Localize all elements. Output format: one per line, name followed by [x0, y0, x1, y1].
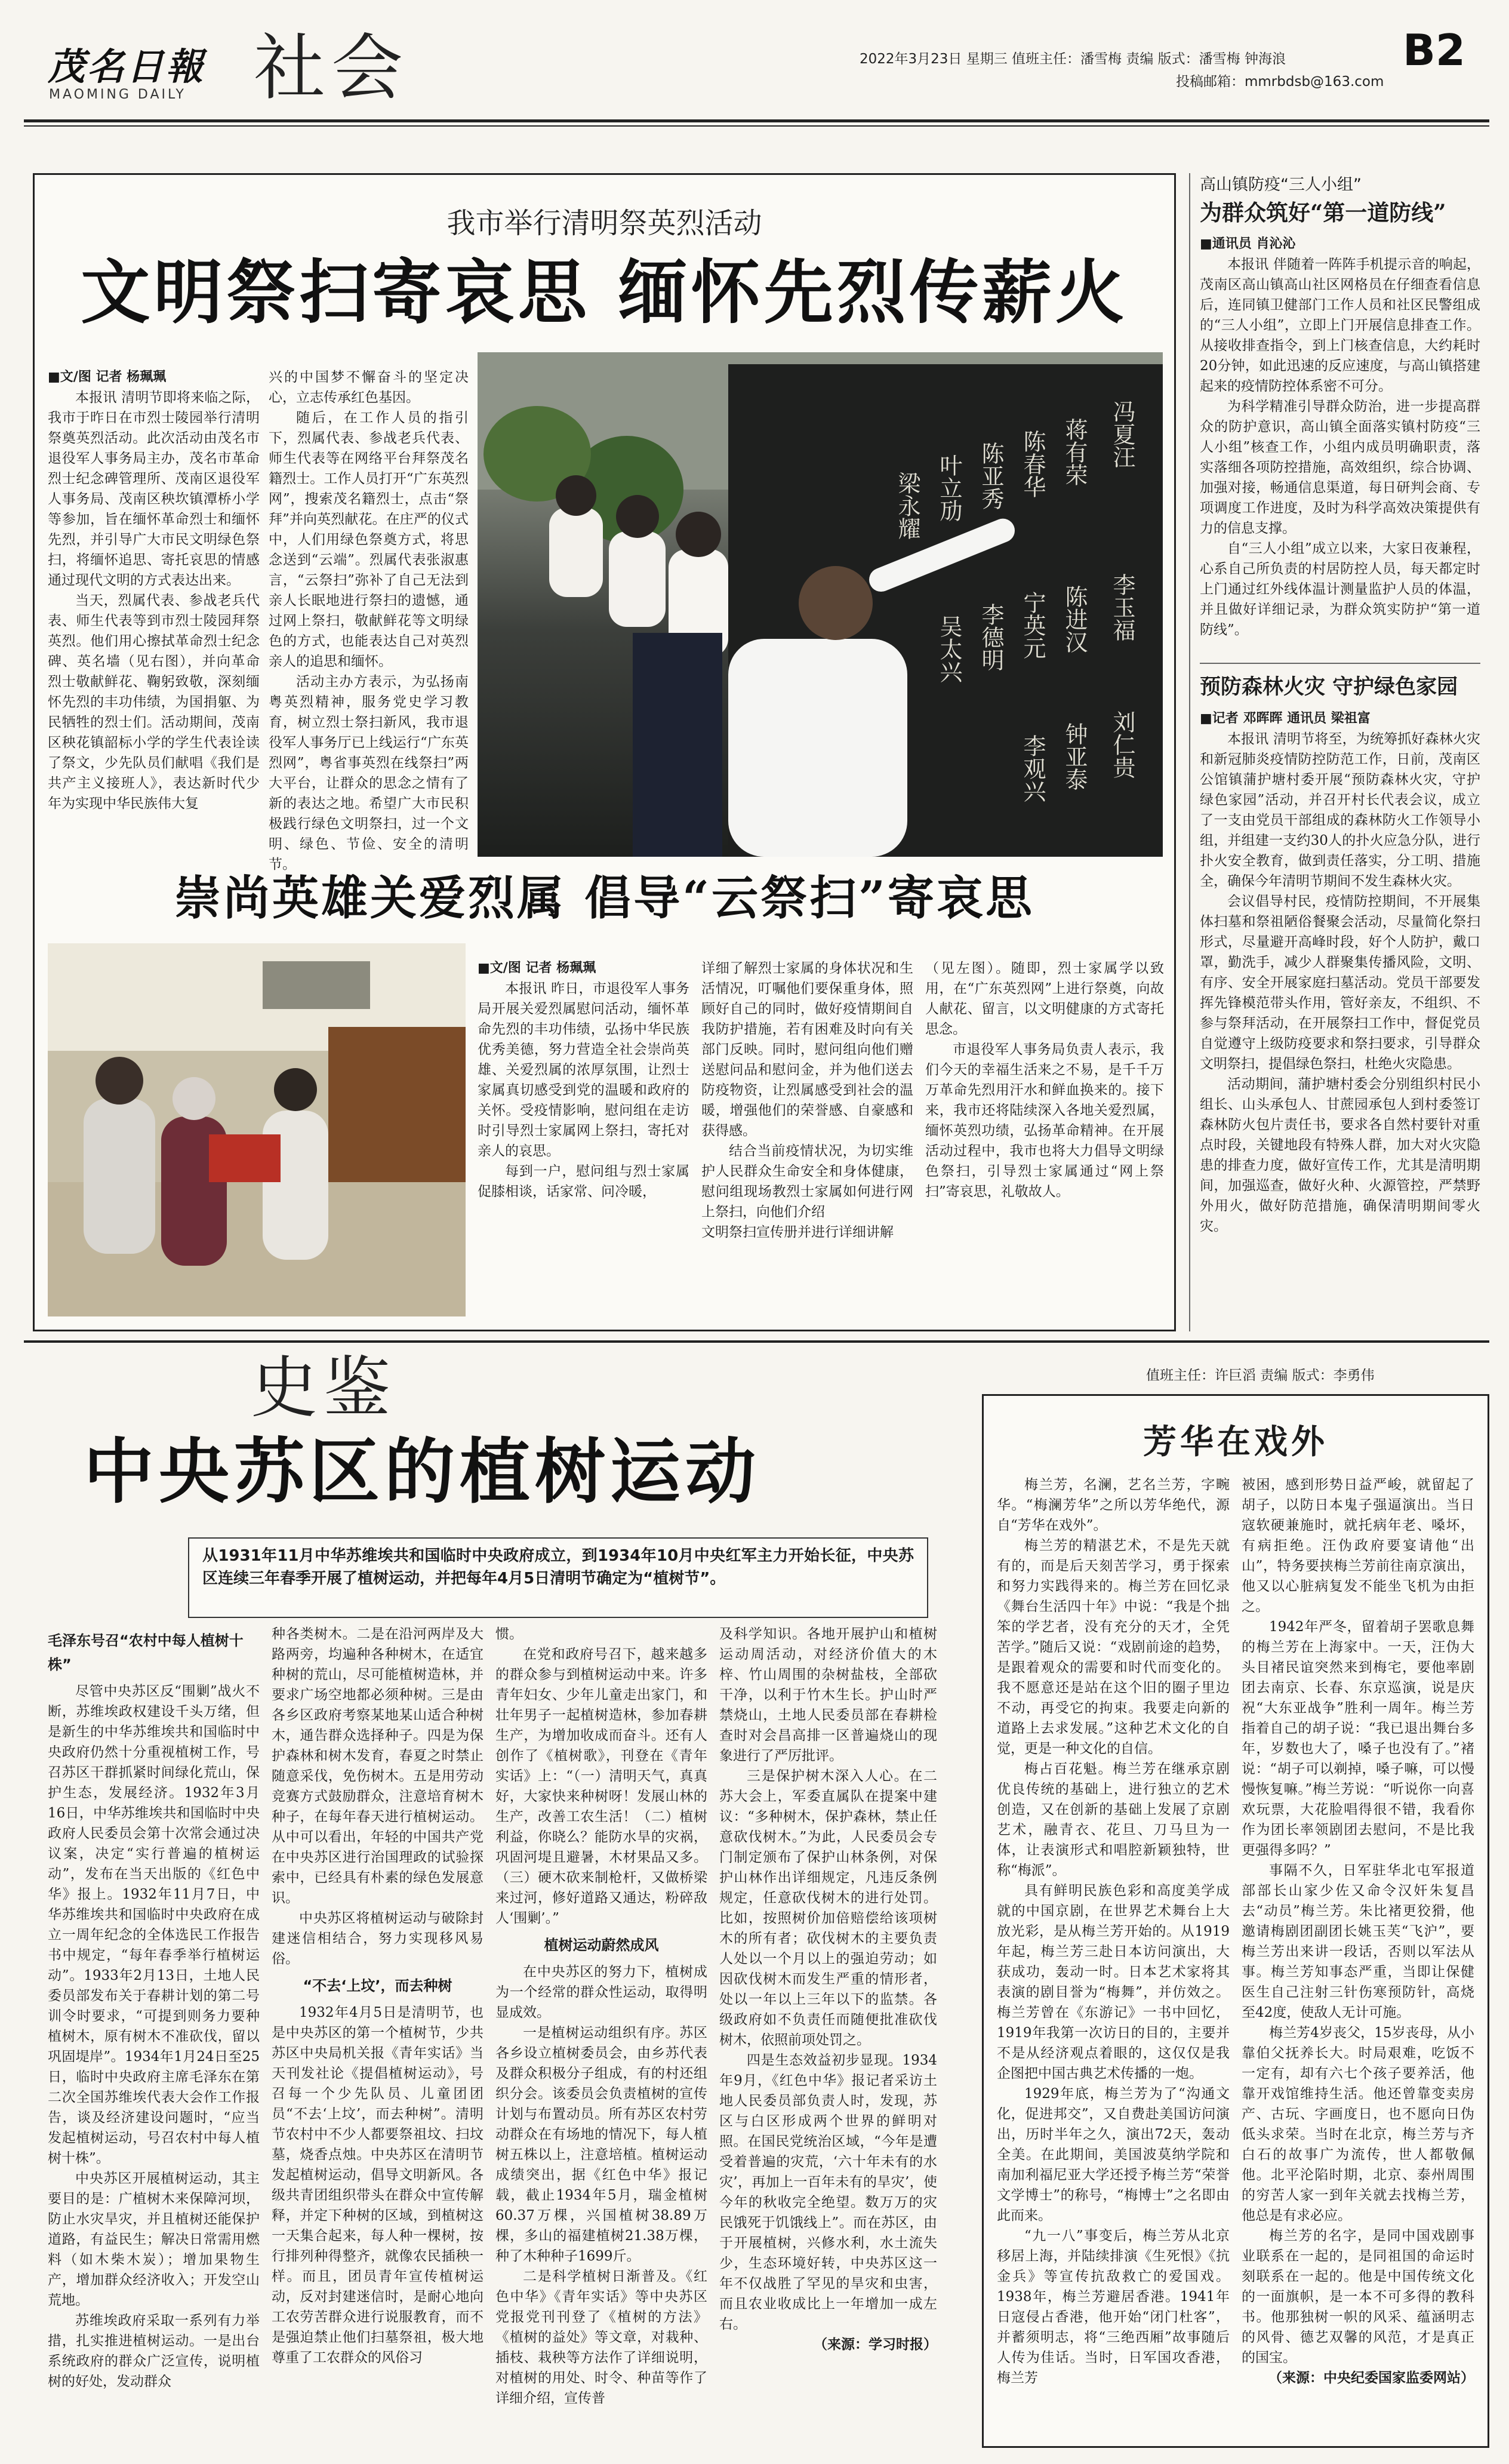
right1-paragraph: 为科学精准引导群众防治，进一步提高群众的防护意识，高山镇全面落实镇村防疫“三人小组”核查工作，小组内成员明确职责，落实落细各项防控措施，高效组织，综合协调、加强对接，畅通信息渠道，每日研判会商、专项调度工作进度，及时为科学高效决策提供有力的信息支撑。	[1200, 399, 1480, 536]
opera-paragraph: 事隔不久，日军驻华北屯军报道部部长山家少佐又命令汉奸朱复昌去“动员”梅兰芳。朱比褚更狡猾，他邀请梅剧团副团长姚玉芙“飞沪”，要梅兰芳出来讲一段话，否则以军法从事。梅兰芳知事态严重，当即让保健医生自己注射三针伤寒预防针，高烧至42度，使敌人无计可施。	[1242, 1863, 1474, 2020]
history-paragraph: 一是植树运动组织有序。苏区各乡设立植树委员会，由乡苏代表及群众积极分子组成，有的村还组织分会。该委员会负责植树的宣传计划与布置动员。所有苏区农村劳动群众在有场地的情况下，每人植树五株以上，注意培植。植树运动成绩突出，据《红色中华》报记载，截止1934年5月，瑞金植树60.37万棵，兴国植树38.89万棵，多山的福建植树21.38万棵，种了木种种子1699斤。	[495, 2025, 707, 2264]
lead-paragraph: 随后，在工作人员的指引下，烈属代表、参战老兵代表、师生代表等在网络平台拜祭茂名籍烈士。工作人员打开“广东英烈网”，搜索茂名籍烈士，点击“祭拜”并向英烈献花。在庄严的仪式中，人们用绿色祭奠方式，将思念送到“云端”。烈属代表张淑惠言，“云祭扫”弥补了自己无法到亲人长眠地进行祭扫的遗憾，通过网上祭扫，敬献鲜花等文明绿色的方式，也能表达自己对英烈亲人的追思和缅怀。	[269, 410, 469, 669]
second-byline: ■文/图 记者 杨珮珮	[478, 961, 596, 976]
newspaper-logo-en: MAOMING DAILY	[49, 87, 186, 102]
section-title: 社会	[254, 27, 409, 110]
opera-paragraph: 梅兰芳4岁丧父，15岁丧母，从小靠伯父抚养长大。时局艰难，吃饭不一定有，却有六七个孩子要养活，他靠开戏馆维持生活。他还曾靠变卖房产、古玩、字画度日，也不愿向日伪低头求荣。当时在北京，梅兰芳与齐白石的故事广为流传，世人都敬佩他。北平沦陷时期，北京、泰州周围的穷苦人家一到年关就去找梅兰芳，他总是有求必应。	[1242, 2025, 1474, 2223]
opera-paragraph: “九一八”事变后，梅兰芳从北京移居上海，并陆续排演《生死恨》《抗金兵》等宣传抗敌救亡的爱国戏。1938年，梅兰芳避居香港。1941年日寇侵占香港，他开始“闭门杜客”，并蓄须明志，将“三绝西厢”故事随后人传为佳话。当时，日军国攻香港，梅兰芳	[997, 2228, 1230, 2386]
history-deck: 从1931年11月中华苏维埃共和国临时中央政府成立，到1934年10月中央红军主力开始长征，中央苏区连续三年春季开展了植树运动，并把每年4月5日清明节确定为“植树节”。	[202, 1547, 914, 1588]
opera-paragraph: 梅占百花魁。梅兰芳在继承京剧优良传统的基础上，进行独立的艺术创造，又在创新的基础上发展了京剧艺术，融青衣、花旦、刀马旦为一体，让表演形式和唱腔新颖独特，世称“梅派”。	[997, 1761, 1230, 1878]
submission-email: 投稿邮箱：mmrbdsb@163.com	[1176, 74, 1384, 90]
right1-headline: 为群众筑好“第一道防线”	[1200, 199, 1446, 226]
history-column-1	[48, 1624, 260, 2442]
lead-column-2	[269, 367, 469, 872]
svg-text:陈进汉: 陈进汉	[1061, 585, 1088, 653]
lead-paragraph: 本报讯 清明节即将来临之际，我市于昨日在市烈士陵园举行清明祭奠英烈活动。此次活动由茂名市退役军人事务局主办，茂名市革命烈士纪念碑管理所、茂南区退役军人事务局、茂南区秧坎镇潭桥小学等参加，旨在缅怀革命烈士和缅怀先烈，并引导广大市民文明绿色祭扫，将缅怀追思、寄托哀思的情感通过现代文明的方式表达出来。	[48, 390, 260, 588]
history-paragraph: 惯。	[495, 1626, 523, 1642]
lead-paragraph: 当天，烈属代表、参战老兵代表、师生代表等到市烈士陵园拜祭英烈。他们用心擦拭革命烈士纪念碑、英名墙（见右图），并向革命烈士敬献鲜花、鞠躬致敬，深刻缅怀先烈的丰功伟绩，为国捐躯、为民牺牲的烈士们。活动期间，茂南区秧花镇韶标小学的学生代表诠读了祭文，少先队员们献唱《我们是共产主义接班人》，表达新时代少年为实现中华民族伟大复	[48, 593, 260, 811]
visit-scene	[48, 943, 466, 1316]
history-paragraph: 苏维埃政府采取一系列有力举措，扎实推进植树运动。一是出台系统政府的群众广泛宣传，说明植树的好处，发动群众	[48, 2313, 260, 2389]
svg-text:蒋有荣: 蒋有荣	[1061, 418, 1088, 486]
second-paragraph: 结合当前疫情状况，为切实维护人民群众生命安全和身体健康，慰问组现场教烈士家属如何进行网上祭扫，向他们介绍	[701, 1143, 913, 1220]
right2-paragraph: 本报讯 清明节将至，为统筹抓好森林火灾和新冠肺炎疫情防控防范工作，日前，茂南区公馆镇蒲护塘村委开展“预防森林火灾，守护绿色家园”活动，并召开村长代表会议，成立了一支由党员干部组成的森林防火工作领导小组，并组建一支约30人的扑火应急分队，进行扑火安全教育，做到责任落实，分工明、措施全，确保今年清明节期间不发生森林火灾。	[1200, 731, 1480, 889]
svg-text:李观兴: 李观兴	[1020, 734, 1046, 802]
second-headline: 崇尚英雄关爱烈属 倡导“云祭扫”寄哀思	[174, 871, 1034, 925]
opera-paragraph: 梅兰芳，名澜，艺名兰芳，字畹华。“梅澜芳华”之所以芳华绝代，源自“芳华在戏外”。	[997, 1477, 1230, 1533]
right-story-2	[1200, 672, 1480, 1328]
date-line: 2022年3月23日 星期三 值班主任：潘雪梅 责编 版式：潘雪梅 钟海浪	[860, 51, 1286, 67]
svg-text:吴太兴: 吴太兴	[936, 615, 962, 683]
history-section-title: 史鉴	[251, 1349, 396, 1427]
lead-paragraph: 兴的中国梦不懈奋斗的坚定决心，立志传承红色基因。	[269, 370, 469, 405]
history-paragraph: 在党和政府号召下，越来越多的群众参与到植树运动中来。许多青年妇女、少年儿童走出家门，和壮年男子一起植树造林，参加春耕生产，为增加收成而奋斗。还有人创作了《植树歌》，刊登在《青年实话》上：“（一）清明天气，真真好，大家快来种树呀！发展山林的生产，改善工农生活！（二）植树利益，你晓么？能防水旱的灾祸，巩固河堤且避暑，木材果品又多。（三）硬木砍来制枪杆，又做桥梁来过河，修好道路又通达，粉碎敌人‘围剿’。”	[495, 1647, 707, 1926]
history-paragraph: 种各类树木。二是在沿河两岸及大路两旁，均遍种各种树木，在适宜种树的荒山，尽可能植树造林，并要求广场空地都必须种树。三是由各乡区政府考察某地某山适合种树木，通告群众选择种子。四是为保护森林和树木发育，春夏之时禁止随意采伐，免伤树木。五是用劳动竞赛方式鼓励群众，注意培育树木种子，在每年春天进行植树运动。从中可以看出，年轻的中国共产党在中央苏区进行治国理政的试验探索中，已经具有朴素的绿色发展意识。	[272, 1626, 484, 1906]
newspaper-logo: 茂名日報	[48, 45, 206, 88]
opera-source: （来源：中央纪委国家监委网站）	[1268, 2370, 1474, 2386]
second-paragraph: 详细了解烈士家属的身体状况和生活情况，叮嘱他们要保重身体，照顾好自己的同时，做好疫情期间自我防护措施，若有困难及时向有关部门反映。同时，慰问组向他们赠送慰问品和慰问金，并为他们送去防疫物资，让烈属感受到社会的温暖，增强他们的荣誉感、自豪感和获得感。	[701, 961, 913, 1139]
opera-paragraph: 1929年底，梅兰芳为了“沟通文化，促进邦交”，又自费赴美国访问演出，历时半年之久，演出72天，轰动全美。在此期间，美国波莫纳学院和南加利福尼亚大学还授予梅兰芳“荣誉文学博士”的称号，“梅博士”之名即由此而来。	[997, 2086, 1230, 2223]
history-paragraph: 在中央苏区的努力下，植树成为一个经常的群众性运动，取得明显成效。	[495, 1964, 707, 2020]
right-column-divider	[1189, 173, 1190, 1331]
right1-body	[1200, 234, 1480, 652]
opera-paragraph: 被困，感到形势日益严峻，就留起了胡子，以防日本鬼子强逼演出。当日寇软硬兼施时，就托病年老、嗓坏，有病拒绝。汪伪政府要宴请他“出山”，特务要挟梅兰芳前往南京演出，他又以心脏病复发不能坐飞机为由拒之。	[1242, 1477, 1474, 1614]
lead-headline: 文明祭扫寄哀思 缅怀先烈传薪火	[81, 252, 1128, 333]
right2-byline: ■记者 邓晖晖 通讯员 梁祖富	[1200, 711, 1371, 726]
history-subhead-3: 植树运动蔚然成风	[544, 1937, 659, 1954]
masthead-rule	[24, 119, 1489, 122]
lead-column-1	[48, 367, 260, 857]
history-paragraph: 四是生态效益初步显现。1934年9月，《红色中华》报记者采访土地人民委员部负责人时，发现，苏区与白区形成两个世界的鲜明对照。在国民党统治区域，“今年是遭受着普遍的灾荒，‘六十年未有的水灾’，再加上一百年未有的旱灾’，使今年的秋收完全绝望。数万万的灾民饿死于饥饿线上”。而在苏区，由于开展植树，兴修水利，水土流失少，生态环境好转，中央苏区这一年不仅战胜了罕见的旱灾和虫害，而且农业收成比上一年增加一成左右。	[719, 2053, 937, 2332]
history-paragraph: 1932年4月5日是清明节，也是中央苏区的第一个植树节，少共苏区中央局机关报《青年实话》当天刊发社论《提倡植树运动》，号召每一个少先队员、儿童团团员“不去‘上坟’，而去种树”。清明节农村中不少人都要祭祖坟、扫坟墓，烧香点烛。中央苏区在清明节发起植树运动，倡导文明新风。各级共青团组织带头在群众中宣传解释，并定下种树的区域，到植树这一天集合起来，每人种一棵树，按行排列种得整齐，就像农民插秧一样。而且，团员青年宣传植树运动，反对封建迷信时，是耐心地向工农劳苦群众进行说服教育，而不是强迫禁止他们扫墓祭祖，极大地尊重了工农群众的风俗习	[272, 2005, 484, 2365]
masthead	[24, 24, 1492, 113]
history-column-4	[719, 1624, 937, 2442]
svg-text:李玉福: 李玉福	[1109, 573, 1135, 641]
svg-text:陈春华: 陈春华	[1020, 430, 1046, 498]
history-deck-box	[188, 1537, 928, 1618]
masthead-rule-thin	[24, 125, 1489, 127]
memorial-wall-scene	[478, 352, 1163, 857]
second-paragraph: 本报讯 昨日，市退役军人事务局开展关爱烈属慰问活动，缅怀革命先烈的丰功伟绩，弘扬中华民族优秀美德，努力营造全社会崇尚英雄、关爱烈属的浓厚氛围，让烈士家属真切感受到党的温暖和政府的关怀。受疫情影响，慰问组在走访时引导烈士家属网上祭扫，寄托对亲人的哀思。	[478, 981, 689, 1159]
opera-column-1	[997, 1475, 1230, 2436]
opera-paragraph: 1942年严冬，留着胡子罢歌息舞的梅兰芳在上海家中。一天，汪伪大头目褚民谊突然来到梅宅，要他率剧团去南京、长春、东京巡演，说是庆祝“大东亚战争”胜利一周年。梅兰芳指着自己的胡子说：“我已退出舞台多年，岁数也大了，嗓子也没有了。”褚说：“胡子可以剃掉，嗓子嘛，可以慢慢恢复嘛。”梅兰芳说：“听说你一向喜欢玩票，大花脸唱得很不错，我看你作为团长率领剧团去慰问，不是比我更强得多吗？”	[1242, 1619, 1474, 1858]
history-editor-line: 值班主任：许巨滔 责编 版式：李勇伟	[1146, 1368, 1375, 1383]
svg-text:梁永耀: 梁永耀	[894, 472, 920, 540]
history-column-3	[495, 1624, 707, 2442]
history-paragraph: 中央苏区开展植树运动，其主要目的是：广植树木来保障河坝，防止水灾旱灾，并且植树还能保护道路，有益民生；解决日常需用燃料（如木柴木炭）；增加果物生产，增加群众经济收入；开发空山荒地。	[48, 2171, 260, 2308]
second-column-3	[925, 958, 1164, 1316]
lead-paragraph: 活动主办方表示，为弘扬南粤英烈精神，服务党史学习教育，树立烈士祭扫新风，我市退役军人事务厅已上线运行“广东英烈网”，粤省事英烈在线祭扫”两大平台，让群众的思念之情有了新的表达之地。希望广大市民积极践行绿色文明祭扫，过一个文明、绿色、节俭、安全的清明节。	[269, 674, 469, 872]
lead-byline: ■文/图 记者 杨珮珮	[48, 370, 167, 384]
opera-paragraph: 具有鲜明民族色彩和高度美学成就的中国京剧，在世界艺术舞台上大放光彩，是从梅兰芳开始的。从1919年起，梅兰芳三赴日本访问演出，大获成功，轰动一时。日本艺术家将其表演的剧目誉为“梅舞”，并仿效之。梅兰芳曾在《东游记》一书中回忆，1919年我第一次访日的目的，主要并不是从经济观点着眼的，这仅仅是我企图把中国古典艺术传播的一炮。	[997, 1883, 1230, 2081]
opera-paragraph: 梅兰芳的精湛艺术，不是先天就有的，而是后天刻苦学习，勇于探索和努力实践得来的。梅兰芳在回忆录《舞台生活四十年》中说：“我是个拙笨的学艺者，没有充分的天才，全凭苦学。”随后又说：“戏剧前途的趋势，是跟着观众的需要和时代而变化的。我不愿意还是站在这个旧的圈子里边不动，再受它的拘束。我要走向新的道路上去求发展。”这种艺术文化的自觉，更是一种文化的自信。	[997, 1538, 1230, 1757]
memorial-wall-photo	[478, 352, 1163, 857]
svg-text:李德明: 李德明	[978, 603, 1004, 671]
lead-kicker: 我市举行清明祭英烈活动	[446, 207, 762, 240]
svg-text:钟亚泰: 钟亚泰	[1061, 722, 1088, 790]
right1-paragraph: 自“三人小组”成立以来，大家日夜兼程，心系自己所负责的村居防控人员，每天都定时上门通过红外线体温计测量监护人员的体温，并且做好详细记录，为群众筑实防护“第一道防线”。	[1200, 541, 1480, 638]
opera-paragraph: 梅兰芳的名字，是同中国戏剧事业联系在一起的，是同祖国的命运时刻联系在一起的。他是中国传统文化的一面旗帜，是一本不可多得的教科书。他那独树一帜的风采、蕴涵明志的风骨、德艺双馨的风范，才是真正的国宝。	[1242, 2228, 1474, 2365]
second-paragraph: （见左图）。随即，烈士家属学以致用，在“广东英烈网”上进行祭奠，向故人献花、留言，以文明健康的方式寄托思念。	[925, 961, 1164, 1037]
history-paragraph: 三是保护树木深入人心。在二苏大会上，军委直属队在提案中建议：“多种树木，保护森林，禁止任意砍伐树木。”为此，人民委员会专门制定颁布了保护山林条例，对保护山林作出详细规定，凡违反条例规定，任意砍伐树木的进行处罚。比如，按照树价加倍赔偿给该项树木的所有者；砍伐树木的主要负责人处以一个月以上的强迫劳动；如因砍伐树木而发生严重的情形者，处以一年以上三年以下的监禁。各级政府如不负责任而随便批准砍伐树木，依照前项处罚之。	[719, 1768, 937, 2048]
history-paragraph: 二是科学植树日渐普及。《红色中华》《青年实话》等中央苏区党报党刊刊登了《植树的方法》《植树的益处》等文章，对栽种、插枝、栽秧等方法作了详细说明，对植树的用处、时令、种苗等作了详细介绍，宣传普	[495, 2269, 707, 2406]
second-paragraph: 每到一户，慰问组与烈士家属促膝相谈，话家常、问冷暖，	[478, 1164, 689, 1199]
history-subhead-2: “不去‘上坟’，而去种树	[303, 1977, 452, 1994]
right-story-1	[1200, 173, 1480, 663]
right2-paragraph: 活动期间，蒲护塘村委会分别组织村民小组长、山头承包人、甘蔗园承包人到村委签订森林防火包片责任书，要求各自然村要针对重点时段，关键地段有特殊人群，加大对火灾隐患的排查力度，做好宣传工作，尤其是清明期间，加强巡查，做好火种、火源管控，严禁野外用火，做好防范措施，确保清明期间零火灾。	[1200, 1076, 1480, 1234]
page-number: B2	[1403, 25, 1465, 75]
svg-text:宁英元: 宁英元	[1020, 591, 1046, 659]
svg-text:刘仁贵: 刘仁贵	[1109, 710, 1135, 779]
history-paragraph: 及科学知识。各地开展护山和植树运动周活动，对经济价值大的木梓、竹山周围的杂树盐枝，全部砍干净，以利于竹木生长。护山时严禁烧山，土地人民委员部在春耕检查时对会昌高排一区普遍烧山的现象进行了严厉批评。	[719, 1626, 937, 1764]
right1-paragraph: 本报讯 伴随着一阵阵手机提示音的响起，茂南区高山镇高山社区网格员在仔细查看信息后，连同镇卫健部门工作人员和社区民警组成的“三人小组”，立即上门开展信息排查工作。从接收排查指令，到上门核查信息，大约耗时20分钟，如此迅速的反应速度，与高山镇搭建起来的疫情防控体系密不可分。	[1200, 257, 1480, 394]
svg-text:陈亚秀: 陈亚秀	[978, 442, 1004, 510]
second-column-2	[701, 958, 913, 1316]
right2-headline: 预防森林火灾 守护绿色家园	[1200, 675, 1458, 699]
history-source: （来源：学习时报）	[814, 2336, 937, 2352]
right1-byline: ■通讯员 肖沁沁	[1200, 236, 1296, 251]
second-paragraph: 文明祭扫宣传册并进行详细讲解	[701, 1225, 894, 1240]
section-divider	[24, 1340, 1489, 1343]
visit-photo	[48, 943, 466, 1316]
opera-headline: 芳华在戏外	[1143, 1422, 1328, 1462]
history-headline: 中央苏区的植树运动	[84, 1430, 761, 1513]
second-paragraph: 市退役军人事务局负责人表示，我们今天的幸福生活来之不易，是千千万万革命先烈用汗水和鲜血换来的。接下来，我市还将陆续深入各地关爱烈属，缅怀英烈功绩，弘扬革命精神。在开展活动过程中，我市也将大力倡导文明绿色祭扫，引导烈士家属通过“网上祭扫”寄哀思，礼敬故人。	[925, 1042, 1164, 1199]
history-column-2	[272, 1624, 484, 2442]
right2-body	[1200, 709, 1480, 1318]
svg-text:叶立劢: 叶立劢	[936, 454, 962, 522]
right1-kicker: 高山镇防疫“三人小组”	[1200, 176, 1362, 194]
history-subhead-1: 毛泽东号召“农村中每人植树十株”	[48, 1632, 244, 1673]
history-paragraph: 尽管中央苏区反“围剿”战火不断，苏维埃政权建设千头万绪，但是新生的中华苏维埃共和国临时中央政府仍然十分重视植树工作，号召苏区干群抓紧时间绿化荒山，保护生态，发展经济。1932年3月16日，中华苏维埃共和国临时中央政府人民委员会第十次常会通过决议案，决定“实行普遍的植树运动”，发布在当天出版的《红色中华》报上。1932年11月7日，中华苏维埃共和国临时中央政府在成立一周年纪念的全体选民工作报告书中规定，“每年春季举行植树运动”。1933年2月13日，土地人民委员部发布关于春耕计划的第二号训令时要求，“可提到则务力要种植树木，原有树木不准砍伐，留以巩固堤岸”。1934年1月24日至25日，临时中央政府主席毛泽东在第二次全国苏维埃代表大会作工作报告，谈及经济建设问题时，“应当发起植树运动，号召农村中每人植树十株”。	[48, 1684, 260, 2166]
right-story-divider	[1200, 663, 1480, 664]
right2-paragraph: 会议倡导村民，疫情防控期间，不开展集体扫墓和祭祖陋俗餐聚会活动，尽量简化祭扫形式，尽量避开高峰时段，好个人防护，戴口罩，勤洗手，减少人群聚集传播风险，文明、有序、安全开展家庭扫墓活动。党员干部要发挥先锋模范带头作用，管好亲友，不组织、不参与祭拜活动，在开展祭扫工作中，督促党员自觉遵守上级防疫要求和祭扫要求，引导群众文明祭扫，提倡绿色祭扫，杜绝火灾隐患。	[1200, 894, 1480, 1072]
svg-text:冯夏汪: 冯夏汪	[1109, 400, 1135, 468]
opera-column-2	[1242, 1475, 1474, 2436]
second-column-1	[478, 958, 689, 1316]
history-paragraph: 中央苏区将植树运动与破除封建迷信相结合，努力实现移风易俗。	[272, 1911, 484, 1967]
